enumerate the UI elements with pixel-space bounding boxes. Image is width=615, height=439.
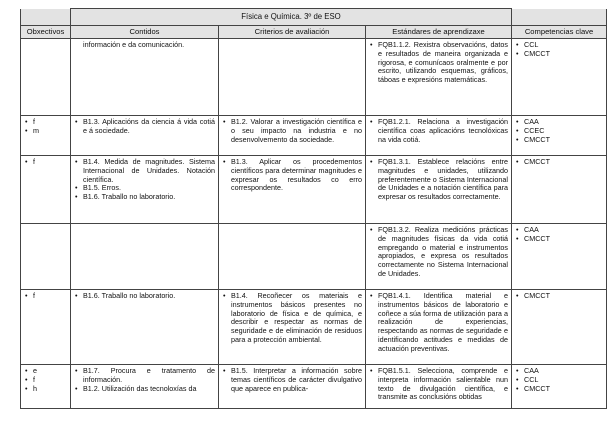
list-item: • CMCCT bbox=[515, 385, 603, 394]
competencias-cell bbox=[512, 116, 607, 156]
list-item: • FQB1.3.2. Realiza medicións prácticas de magnitudes físicas da vida cotiá empregando o material e instrumentos apropiados, e expresa os resultados correctamente no Sistema Internacional de Unidades. bbox=[369, 226, 508, 279]
list-item: • B1.2. Utilización das tecnoloxías da bbox=[74, 385, 215, 394]
competencias-cell bbox=[512, 156, 607, 224]
list-item: • CMCCT bbox=[515, 136, 603, 145]
list-item: • CMCCT bbox=[515, 158, 603, 167]
list-item: • CAA bbox=[515, 226, 603, 235]
header-estandares: Estándares de aprendizaxe bbox=[366, 26, 512, 39]
table-row bbox=[21, 365, 607, 409]
obxectivos-cell bbox=[21, 290, 71, 365]
estandares-cell bbox=[366, 224, 512, 290]
list-item: • B1.6. Traballo no laboratorio. bbox=[74, 193, 215, 202]
estandares-cell bbox=[366, 156, 512, 224]
estandares-cell bbox=[366, 365, 512, 409]
criterios-cell bbox=[219, 116, 366, 156]
header-contidos: Contidos bbox=[71, 26, 219, 39]
criterios-cell bbox=[219, 224, 366, 290]
header-competencias: Competencias clave bbox=[512, 26, 607, 39]
curriculum-table bbox=[20, 8, 607, 409]
contidos-cell bbox=[71, 116, 219, 156]
list-item: • e bbox=[24, 367, 67, 376]
estandares-cell bbox=[366, 116, 512, 156]
table-row bbox=[21, 290, 607, 365]
list-item: • FQB1.3.1. Establece relacións entre magnitudes e unidades, utilizando preferentemente o Sistema Internacional de Unidades e a notación científica para expresar os resultados correctamente. bbox=[369, 158, 508, 202]
list-item: información e da comunicación. bbox=[83, 40, 185, 49]
contidos-cell bbox=[71, 365, 219, 409]
header-criterios: Criterios de avaliación bbox=[219, 26, 366, 39]
competencias-cell bbox=[512, 365, 607, 409]
table-body bbox=[21, 39, 607, 409]
contidos-cell bbox=[71, 39, 219, 116]
list-item: • m bbox=[24, 127, 67, 136]
list-item: • B1.6. Traballo no laboratorio. bbox=[74, 292, 215, 301]
criterios-cell bbox=[219, 365, 366, 409]
list-item: • f bbox=[24, 118, 67, 127]
list-item: • h bbox=[24, 385, 67, 394]
list-item: • CCL bbox=[515, 376, 603, 385]
criterios-cell bbox=[219, 156, 366, 224]
list-item: • B1.4. Recoñecer os materiais e instrumentos básicos presentes no laboratorio de física e de química, e describir e respectar as normas de seguridade e de eliminación de residuos para a protección ambiental. bbox=[222, 292, 362, 345]
table-row bbox=[21, 116, 607, 156]
list-item: • f bbox=[24, 292, 67, 301]
obxectivos-cell bbox=[21, 116, 71, 156]
criterios-cell bbox=[219, 39, 366, 116]
contidos-cell bbox=[71, 290, 219, 365]
competencias-cell bbox=[512, 39, 607, 116]
list-item: • CCL bbox=[515, 41, 603, 50]
competencias-cell bbox=[512, 224, 607, 290]
list-item: • CCEC bbox=[515, 127, 603, 136]
table-row bbox=[21, 156, 607, 224]
list-item: • B1.2. Valorar a investigación científica e o seu impacto na industria e no desenvolvemento da sociedade. bbox=[222, 118, 362, 144]
obxectivos-cell bbox=[21, 39, 71, 116]
list-item: • B1.5. Erros. bbox=[74, 184, 215, 193]
table-row bbox=[21, 39, 607, 116]
table-title: Física e Química. 3º de ESO bbox=[71, 9, 512, 26]
header-obxectivos: Obxectivos bbox=[21, 26, 71, 39]
list-item: • B1.3. Aplicar os procedementos científicos para determinar magnitudes e expresar os resultados co erro correspondente. bbox=[222, 158, 362, 193]
list-item: • FQB1.5.1. Selecciona, comprende e interpreta información salientable nun texto de divulgación científica, e transmite as conclusións obtidas bbox=[369, 367, 508, 402]
contidos-cell bbox=[71, 224, 219, 290]
list-item: • FQB1.1.2. Rexistra observacións, datos e resultados de maneira organizada e rigorosa, e comunícaos oralmente e por escrito, utilizando esquemas, gráficos, táboas e expresións matemáticas. bbox=[369, 41, 508, 85]
list-item: • f bbox=[24, 376, 67, 385]
list-item: • CMCCT bbox=[515, 235, 603, 244]
obxectivos-cell bbox=[21, 365, 71, 409]
table-row bbox=[21, 224, 607, 290]
list-item: • CAA bbox=[515, 118, 603, 127]
contidos-cell bbox=[71, 156, 219, 224]
list-item: • FQB1.4.1. Identifica material e instrumentos básicos de laboratorio e coñece a súa forma de utilización para a realización de experiencias, respectando as normas de seguridade e identificando actitudes e medidas de actuación preventivas. bbox=[369, 292, 508, 354]
criterios-cell bbox=[219, 290, 366, 365]
list-item: • B1.4. Medida de magnitudes. Sistema Internacional de Unidades. Notación científica. bbox=[74, 158, 215, 184]
list-item: • CMCCT bbox=[515, 50, 603, 59]
list-item: • B1.7. Procura e tratamento de información. bbox=[74, 367, 215, 385]
obxectivos-cell bbox=[21, 156, 71, 224]
list-item: • f bbox=[24, 158, 67, 167]
estandares-cell bbox=[366, 290, 512, 365]
list-item: • FQB1.2.1. Relaciona a investigación científica coas aplicacións tecnolóxicas na vida cotiá. bbox=[369, 118, 508, 144]
obxectivos-cell bbox=[21, 224, 71, 290]
title-blank-cell bbox=[512, 9, 607, 26]
list-item: • B1.3. Aplicacións da ciencia á vida cotiá e á sociedade. bbox=[74, 118, 215, 136]
estandares-cell bbox=[366, 39, 512, 116]
list-item: • CAA bbox=[515, 367, 603, 376]
list-item: • CMCCT bbox=[515, 292, 603, 301]
competencias-cell bbox=[512, 290, 607, 365]
title-blank-cell bbox=[21, 9, 71, 26]
list-item: • B1.5. Interpretar a información sobre temas científicos de carácter divulgativo que aparece en publica- bbox=[222, 367, 362, 393]
